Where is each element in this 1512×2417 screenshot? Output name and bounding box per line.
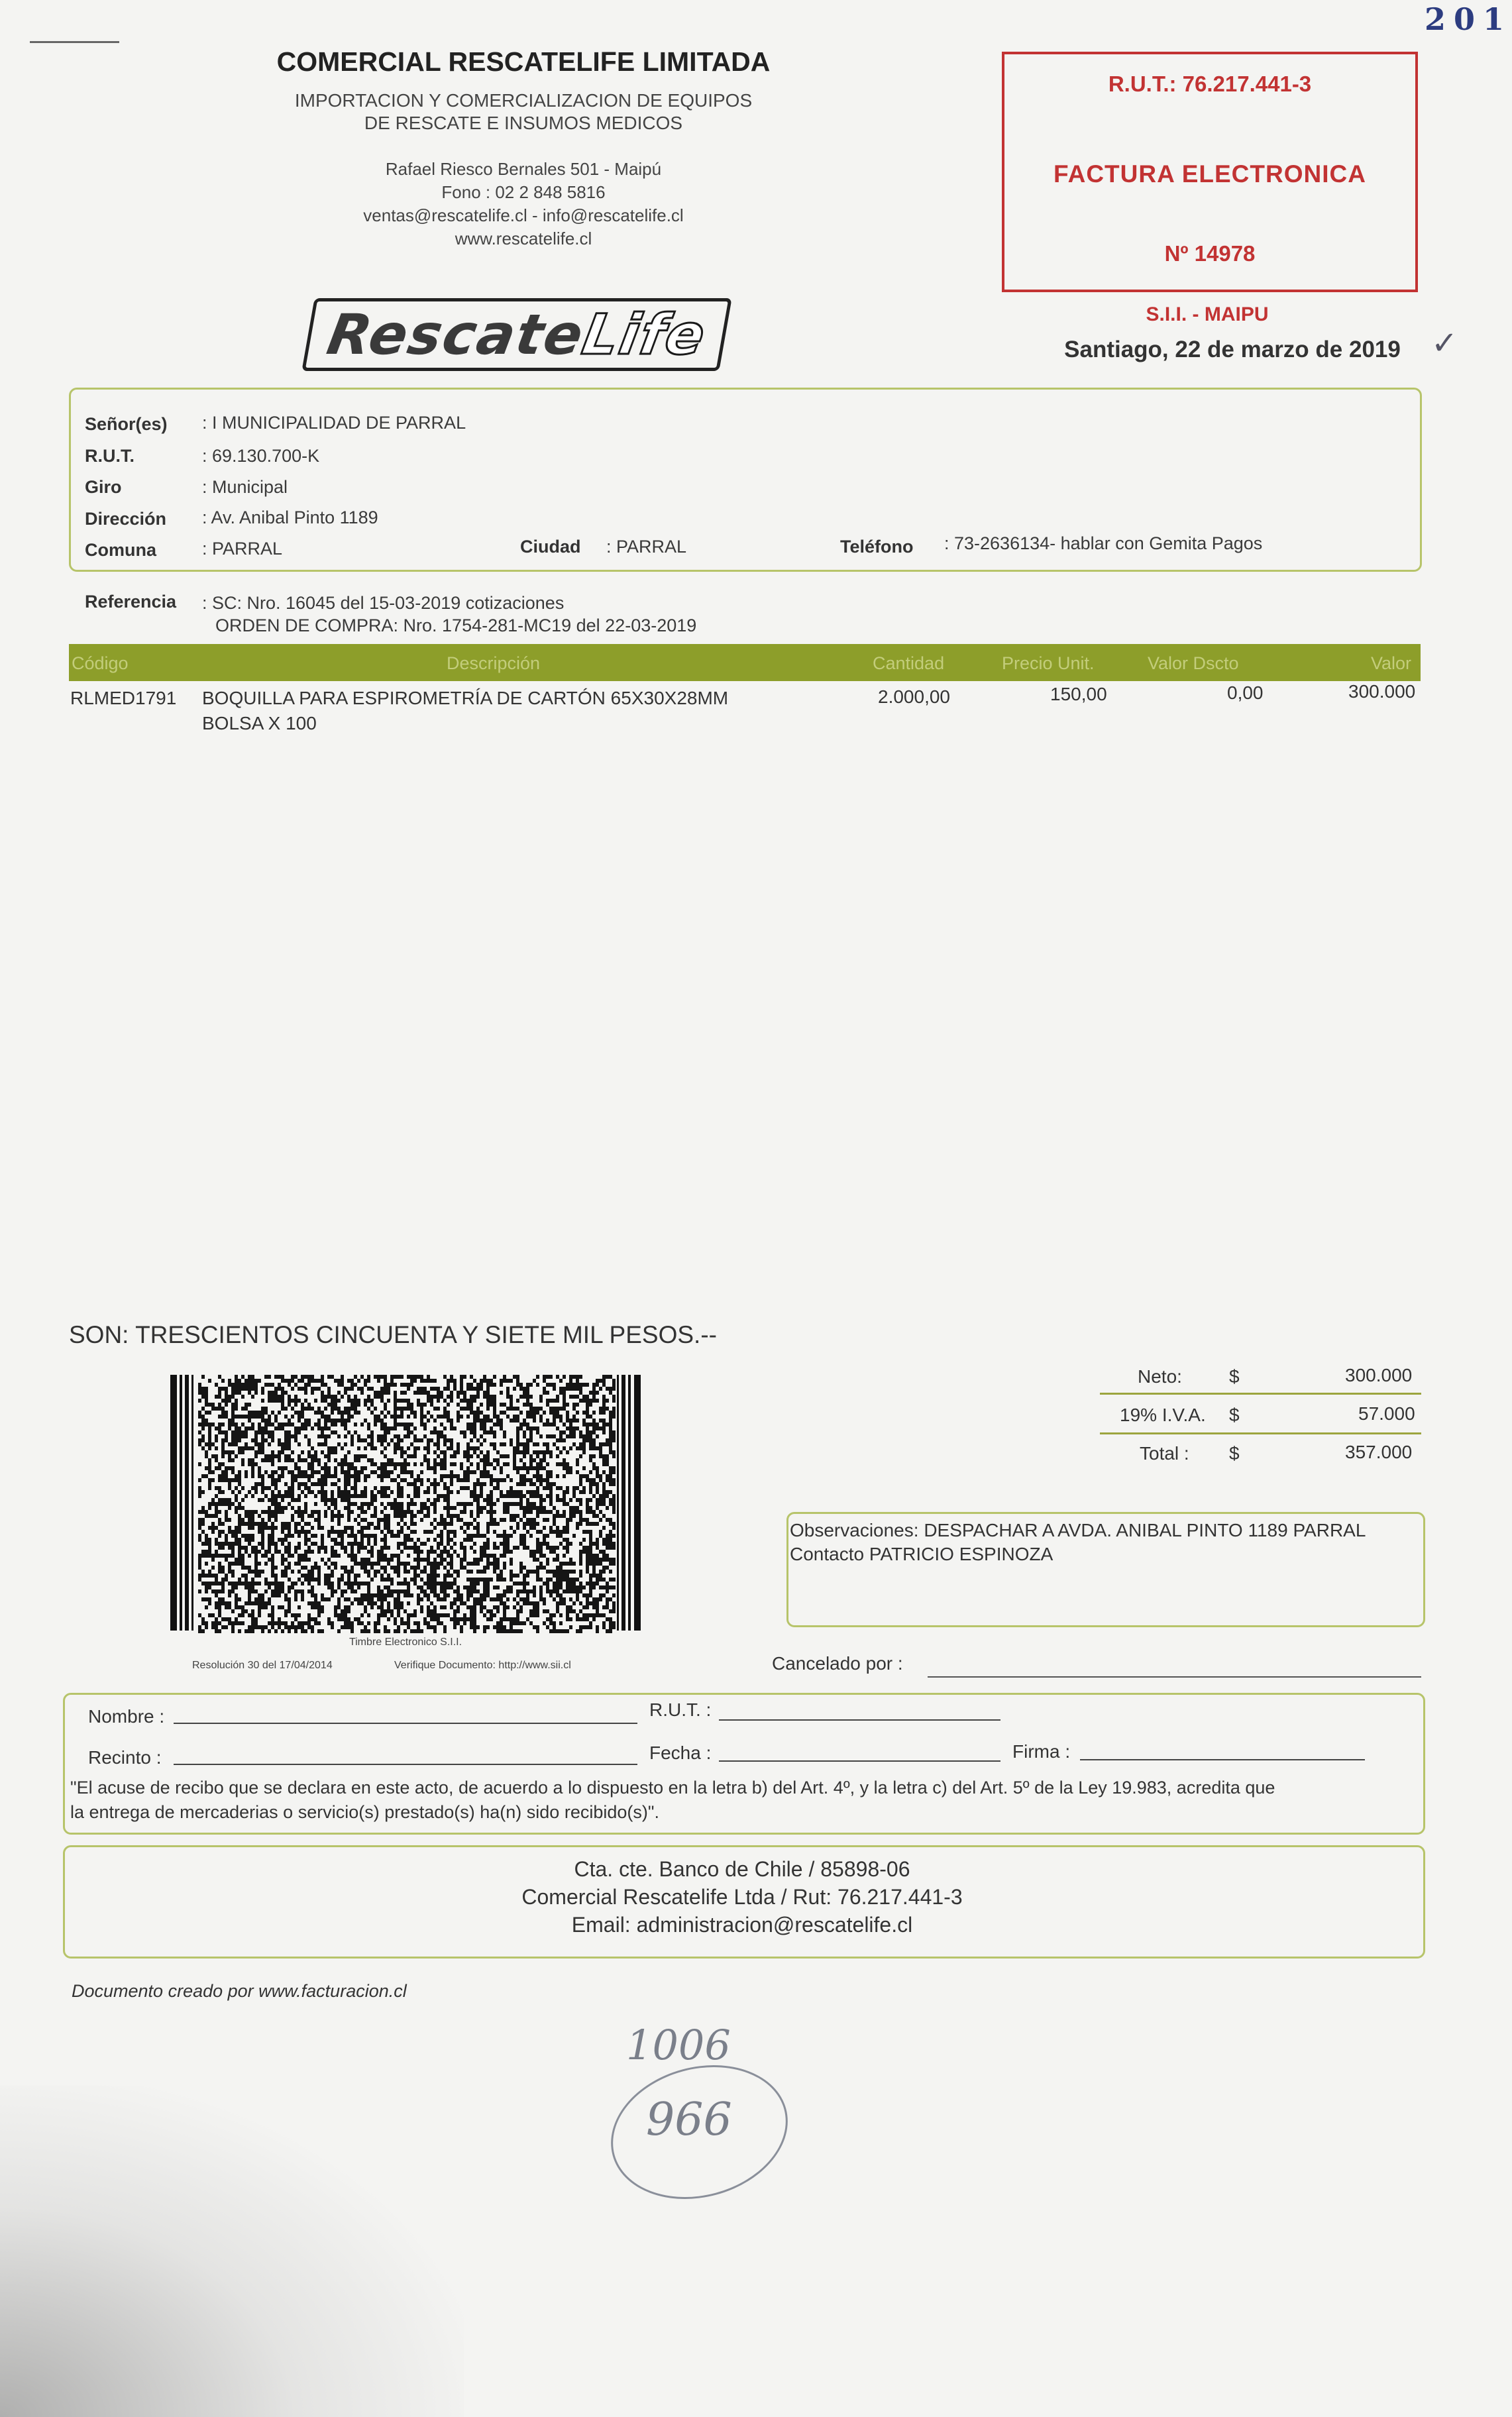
total-value: 357.000 xyxy=(1345,1442,1413,1462)
direccion-label: Dirección xyxy=(85,509,167,529)
logo-text-life: Life xyxy=(577,302,712,367)
bank-line-1: Cta. cte. Banco de Chile / 85898-06 xyxy=(574,1857,910,1881)
nombre-label: Nombre : xyxy=(88,1706,165,1727)
rut-sign-field[interactable] xyxy=(719,1719,1000,1721)
item-codigo: RLMED1791 xyxy=(70,688,177,708)
company-description xyxy=(252,89,795,134)
company-contact xyxy=(265,158,782,250)
company-web: www.rescatelife.cl xyxy=(455,229,592,248)
invoice-id-box xyxy=(1002,52,1418,292)
timbre-verifique: Verifique Documento: http://www.sii.cl xyxy=(394,1660,571,1671)
total-label: Total : xyxy=(1140,1443,1189,1464)
iva-value: 57.000 xyxy=(1358,1403,1415,1424)
neto-label: Neto: xyxy=(1138,1366,1182,1387)
item-cantidad: 2.000,00 xyxy=(878,686,950,707)
acuse-legal-text xyxy=(70,1776,1415,1825)
check-mark-icon: ✓ xyxy=(1431,326,1458,361)
firma-field[interactable] xyxy=(1080,1759,1365,1760)
totals-divider-2 xyxy=(1100,1432,1421,1434)
amount-in-words: SON: TRESCIENTOS CINCUENTA Y SIETE MIL PESOS.-- xyxy=(69,1321,717,1348)
cancelado-label: Cancelado por : xyxy=(772,1653,903,1674)
comuna-label: Comuna xyxy=(85,540,156,560)
giro-label: Giro xyxy=(85,477,122,497)
corner-mark xyxy=(30,41,119,43)
legal-line-1: "El acuse de recibo que se declara en este acto, de acuerdo a lo dispuesto en la letra b) del Art. 4º, y la letra c) del Art. 5º de la Ley 19.983, acredita que xyxy=(70,1778,1275,1798)
item-valor: 300.000 xyxy=(1348,681,1416,702)
col-precio-unit: Precio Unit. xyxy=(1002,653,1095,673)
referencia-label: Referencia xyxy=(85,592,177,612)
ciudad-label: Ciudad xyxy=(520,537,581,557)
telefono-label: Teléfono xyxy=(840,537,914,557)
iva-currency: $ xyxy=(1229,1405,1240,1425)
telefono-value: : 73-2636134- hablar con Gemita Pagos xyxy=(944,533,1263,553)
observaciones-line-1: Observaciones: DESPACHAR A AVDA. ANIBAL PINTO 1189 PARRAL xyxy=(790,1520,1366,1540)
recinto-field[interactable] xyxy=(174,1764,637,1765)
item-precio-unit: 150,00 xyxy=(1050,684,1107,704)
giro-value: : Municipal xyxy=(202,477,288,497)
rut-label: R.U.T. xyxy=(85,446,135,466)
company-desc-line-2: DE RESCATE E INSUMOS MEDICOS xyxy=(364,113,683,133)
issuer-rut: R.U.T.: 76.217.441-3 xyxy=(1108,72,1312,96)
item-valor-dscto: 0,00 xyxy=(1227,682,1264,703)
timbre-resolucion: Resolución 30 del 17/04/2014 xyxy=(192,1660,333,1671)
bank-info xyxy=(63,1855,1421,1939)
fecha-label: Fecha : xyxy=(649,1743,712,1763)
total-currency: $ xyxy=(1229,1443,1240,1464)
invoice-number: Nº 14978 xyxy=(1164,241,1256,266)
items-table-header xyxy=(69,644,1421,681)
senores-value: : I MUNICIPALIDAD DE PARRAL xyxy=(202,413,466,433)
nombre-field[interactable] xyxy=(174,1723,637,1724)
recinto-label: Recinto : xyxy=(88,1747,162,1768)
handwritten-number-2: 966 xyxy=(646,2094,732,2146)
referencia-line-2: ORDEN DE COMPRA: Nro. 1754-281-MC19 del 22-03-2019 xyxy=(215,616,697,635)
col-codigo: Código xyxy=(72,653,129,673)
sii-office: S.I.I. - MAIPU xyxy=(1146,303,1269,325)
iva-label: 19% I.V.A. xyxy=(1120,1405,1206,1425)
company-emails: ventas@rescatelife.cl - info@rescatelife.cl xyxy=(363,205,684,225)
item-descripcion-1: BOQUILLA PARA ESPIROMETRÍA DE CARTÓN 65X30X28MM xyxy=(202,688,729,708)
footer-credit: Documento creado por www.facturacion.cl xyxy=(72,1981,407,2001)
timbre-barcode xyxy=(170,1375,641,1631)
neto-value: 300.000 xyxy=(1345,1365,1413,1385)
direccion-value: : Av. Anibal Pinto 1189 xyxy=(202,508,378,527)
company-name: COMERCIAL RESCATELIFE LIMITADA xyxy=(276,46,771,77)
bank-line-2: Comercial Rescatelife Ltda / Rut: 76.217.441-3 xyxy=(521,1885,963,1909)
rut-sign-label: R.U.T. : xyxy=(649,1699,712,1720)
col-valor-dscto: Valor Dscto xyxy=(1148,653,1239,673)
invoice-type: FACTURA ELECTRONICA xyxy=(1053,160,1366,188)
company-phone: Fono : 02 2 848 5816 xyxy=(441,182,606,202)
handwritten-number-1: 1006 xyxy=(626,2021,731,2069)
fecha-field[interactable] xyxy=(719,1760,1000,1762)
company-address: Rafael Riesco Bernales 501 - Maipú xyxy=(385,159,662,179)
rescatelife-logo xyxy=(301,298,731,371)
cancelado-field[interactable] xyxy=(928,1676,1421,1678)
referencia-line-1: : SC: Nro. 16045 del 15-03-2019 cotizaciones xyxy=(202,593,565,613)
referencia-value xyxy=(202,592,696,637)
firma-label: Firma : xyxy=(1012,1741,1071,1762)
col-cantidad: Cantidad xyxy=(873,653,945,673)
timbre-label: Timbre Electronico S.I.I. xyxy=(349,1637,462,1648)
item-descripcion-2: BOLSA X 100 xyxy=(202,713,317,733)
company-desc-line-1: IMPORTACION Y COMERCIALIZACION DE EQUIPOS xyxy=(294,90,753,111)
legal-line-2: la entrega de mercaderias o servicio(s) prestado(s) ha(n) sido recibido(s)". xyxy=(70,1802,659,1822)
col-descripcion: Descripción xyxy=(447,653,541,673)
ciudad-value: : PARRAL xyxy=(606,537,687,557)
bank-line-3: Email: administracion@rescatelife.cl xyxy=(571,1913,913,1937)
col-valor: Valor xyxy=(1371,653,1412,673)
observaciones-text xyxy=(790,1519,1413,1566)
paper-shadow xyxy=(0,2086,464,2417)
senores-label: Señor(es) xyxy=(85,414,168,434)
totals-divider-1 xyxy=(1100,1393,1421,1395)
rut-value: : 69.130.700-K xyxy=(202,446,320,466)
logo-text-rescate: Rescate xyxy=(322,302,590,367)
neto-currency: $ xyxy=(1229,1366,1240,1387)
comuna-value: : PARRAL xyxy=(202,539,283,559)
page-stamp: 201 xyxy=(1425,1,1512,37)
observaciones-line-2: Contacto PATRICIO ESPINOZA xyxy=(790,1544,1053,1564)
invoice-date: Santiago, 22 de marzo de 2019 xyxy=(1064,337,1401,362)
